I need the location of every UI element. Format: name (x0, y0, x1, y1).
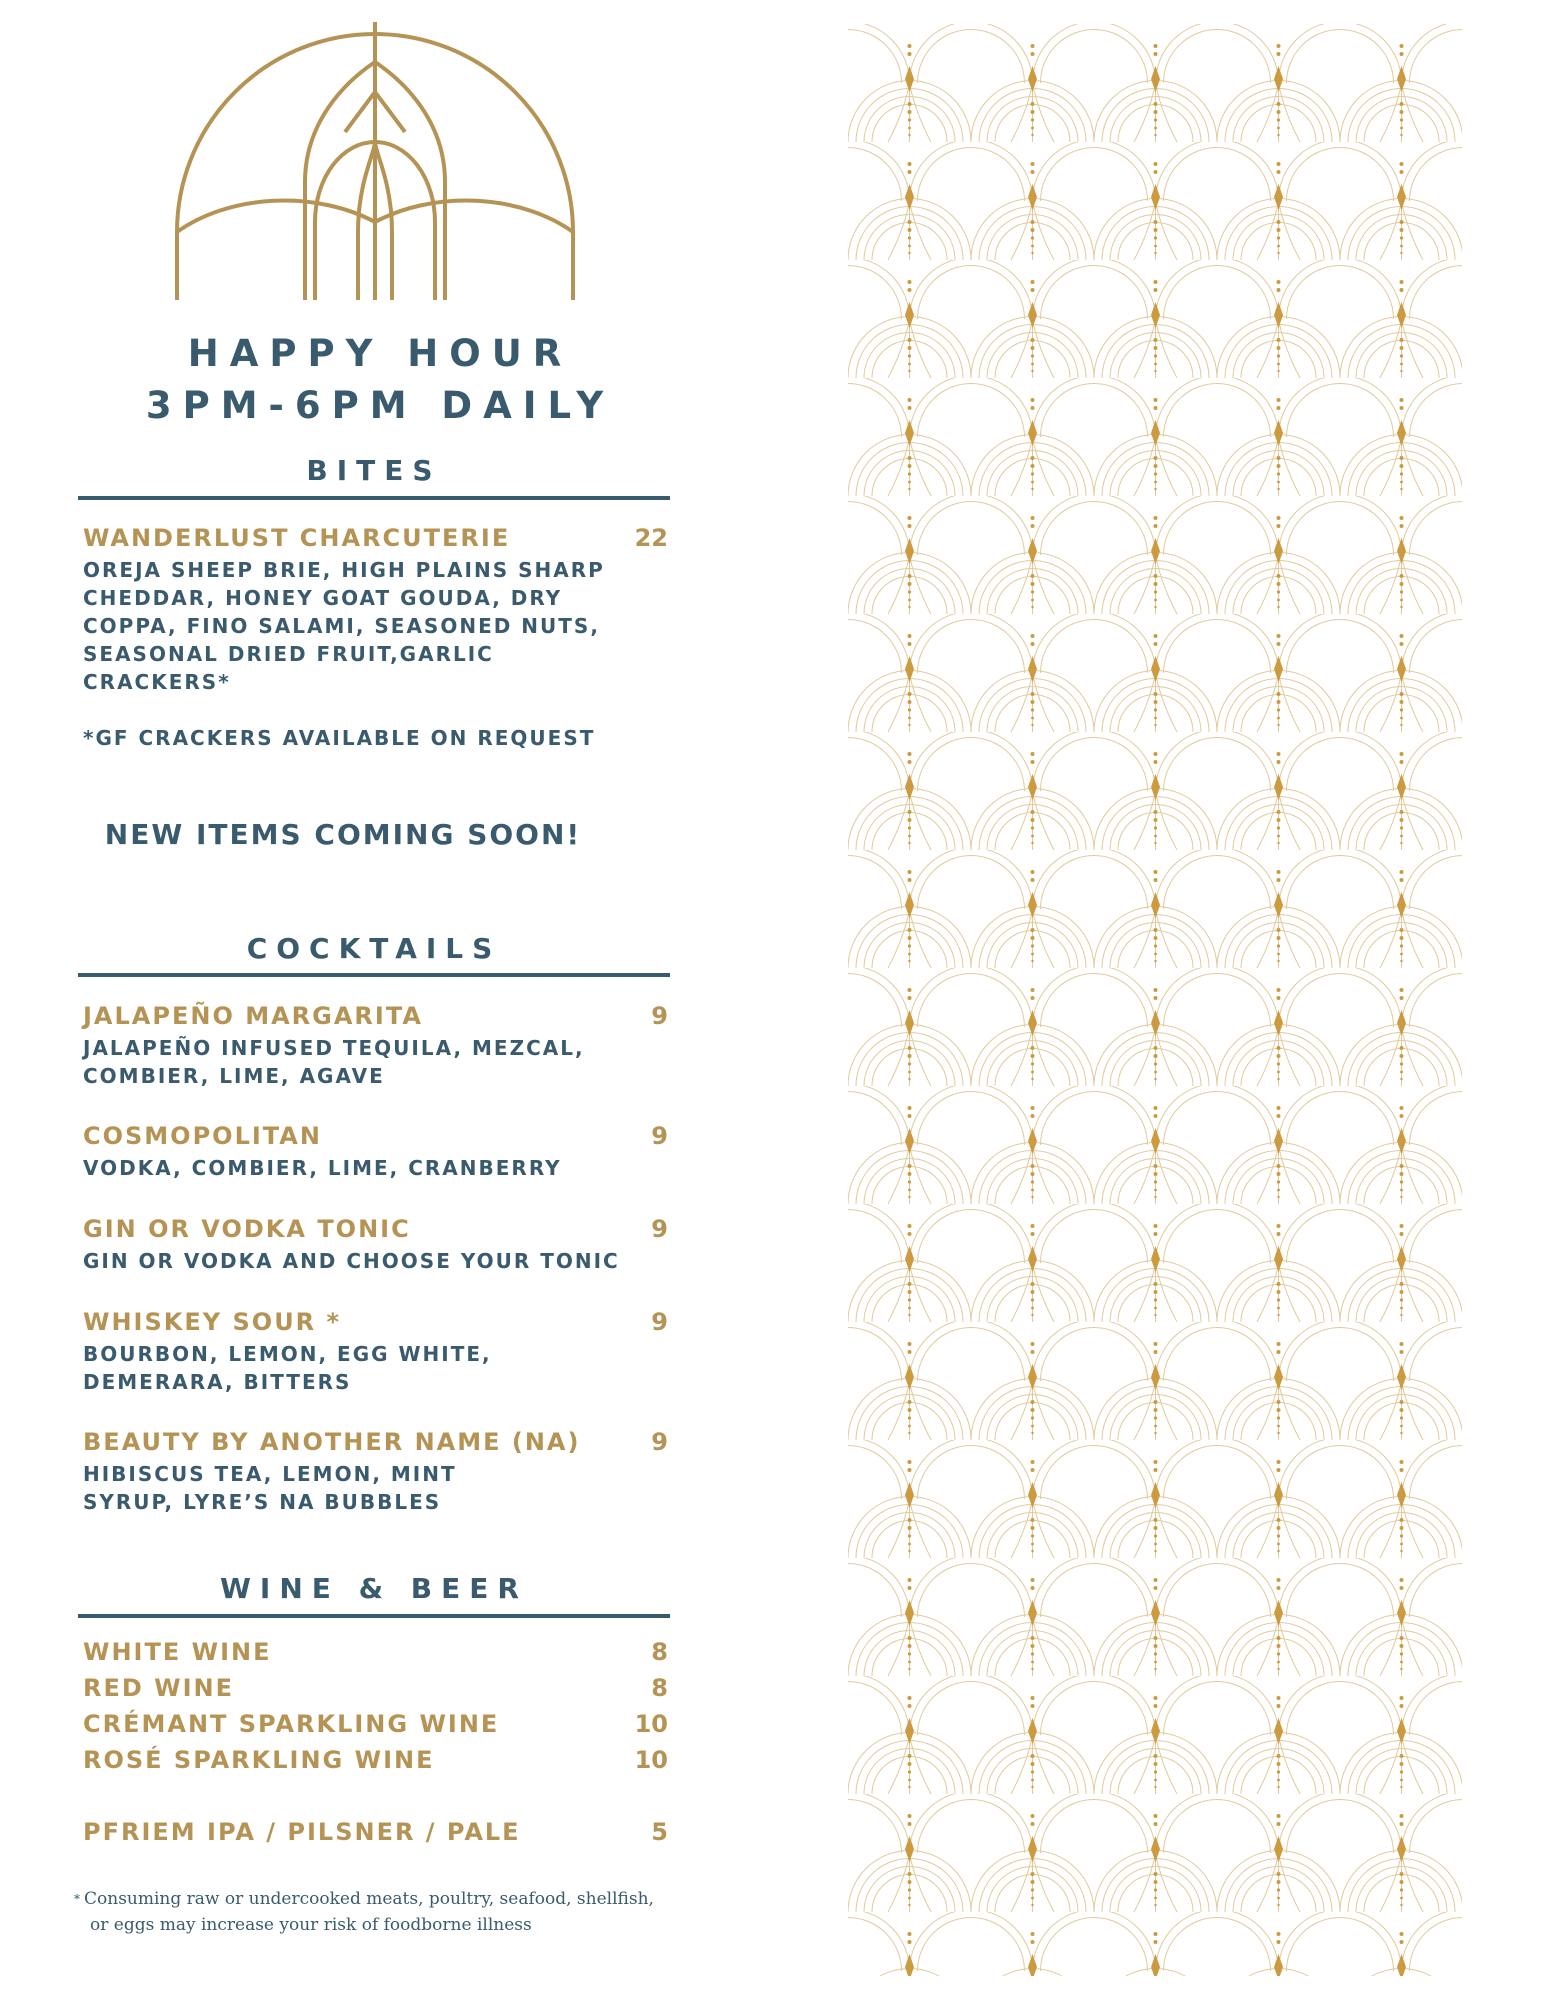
list-item (83, 1742, 668, 1778)
menu-item (83, 1306, 668, 1396)
item-price: 9 (651, 1122, 668, 1150)
disclaimer-line-2: or eggs may increase your risk of foodborne illness (90, 1915, 532, 1935)
menu-item (83, 1000, 668, 1090)
item-price: 9 (651, 1215, 668, 1243)
disclaimer-line-1: Consuming raw or undercooked meats, poultry, seafood, shellfish, (84, 1889, 654, 1909)
item-name: COSMOPOLITAN (83, 1122, 322, 1150)
item-price: 9 (651, 1002, 668, 1030)
menu-item (83, 1426, 668, 1516)
item-name: ROSÉ SPARKLING WINE (83, 1746, 435, 1774)
disclaimer-asterisk: * (74, 1892, 80, 1906)
cocktails-heading: COCKTAILS (246, 932, 502, 965)
list-item (83, 1670, 668, 1706)
happy-hour-title: HAPPY HOUR (187, 332, 573, 375)
item-price: 9 (651, 1308, 668, 1336)
item-description: OREJA SHEEP BRIE, HIGH PLAINS SHARP CHEDDAR, HONEY GOAT GOUDA, DRY COPPA, FINO SALAMI, SEASONED NUTS, SEASONAL DRIED FRUIT,GARLIC CRACKERS* (83, 558, 605, 694)
item-name: PFRIEM IPA / PILSNER / PALE (83, 1818, 521, 1846)
cocktails-divider (78, 973, 670, 977)
item-description: JALAPEÑO INFUSED TEQUILA, MEZCAL, COMBIER, LIME, AGAVE (83, 1036, 585, 1088)
item-price: 22 (634, 524, 668, 552)
item-name: GIN OR VODKA TONIC (83, 1215, 411, 1243)
art-deco-fan-pattern (848, 24, 1462, 1976)
item-price: 10 (634, 1710, 668, 1738)
list-item (83, 1814, 668, 1850)
item-price: 9 (651, 1428, 668, 1456)
item-name: WHITE WINE (83, 1638, 272, 1666)
item-name: WANDERLUST CHARCUTERIE (83, 524, 511, 552)
item-description: GIN OR VODKA AND CHOOSE YOUR TONIC (83, 1249, 620, 1273)
item-price: 10 (634, 1746, 668, 1774)
item-name: CRÉMANT SPARKLING WINE (83, 1710, 500, 1738)
happy-hour-times: 3PM-6PM DAILY (145, 384, 615, 427)
item-name: BEAUTY BY ANOTHER NAME (NA) (83, 1428, 581, 1456)
list-item (83, 1706, 668, 1742)
item-description: HIBISCUS TEA, LEMON, MINT SYRUP, LYRE’S NA BUBBLES (83, 1462, 457, 1514)
item-description: VODKA, COMBIER, LIME, CRANBERRY (83, 1156, 562, 1180)
item-name: WHISKEY SOUR * (83, 1308, 342, 1336)
bites-divider (78, 496, 670, 500)
list-item (83, 1634, 668, 1670)
menu-item (83, 522, 668, 696)
wine-beer-heading: WINE & BEER (220, 1572, 528, 1605)
menu-item (83, 1120, 668, 1182)
gf-note: *GF CRACKERS AVAILABLE ON REQUEST (83, 726, 596, 750)
item-price: 8 (651, 1674, 668, 1702)
coming-soon-text: NEW ITEMS COMING SOON! (104, 818, 582, 851)
wine-beer-divider (78, 1614, 670, 1618)
item-name: RED WINE (83, 1674, 235, 1702)
item-name: JALAPEÑO MARGARITA (83, 1002, 423, 1030)
menu-item (83, 1213, 668, 1275)
food-safety-disclaimer (74, 1886, 674, 1938)
bites-heading: BITES (306, 454, 442, 487)
item-price: 8 (651, 1638, 668, 1666)
item-description: BOURBON, LEMON, EGG WHITE, DEMERARA, BITTERS (83, 1342, 492, 1394)
wine-list (83, 1634, 668, 1850)
arch-logo-icon (175, 22, 575, 302)
item-price: 5 (651, 1818, 668, 1846)
